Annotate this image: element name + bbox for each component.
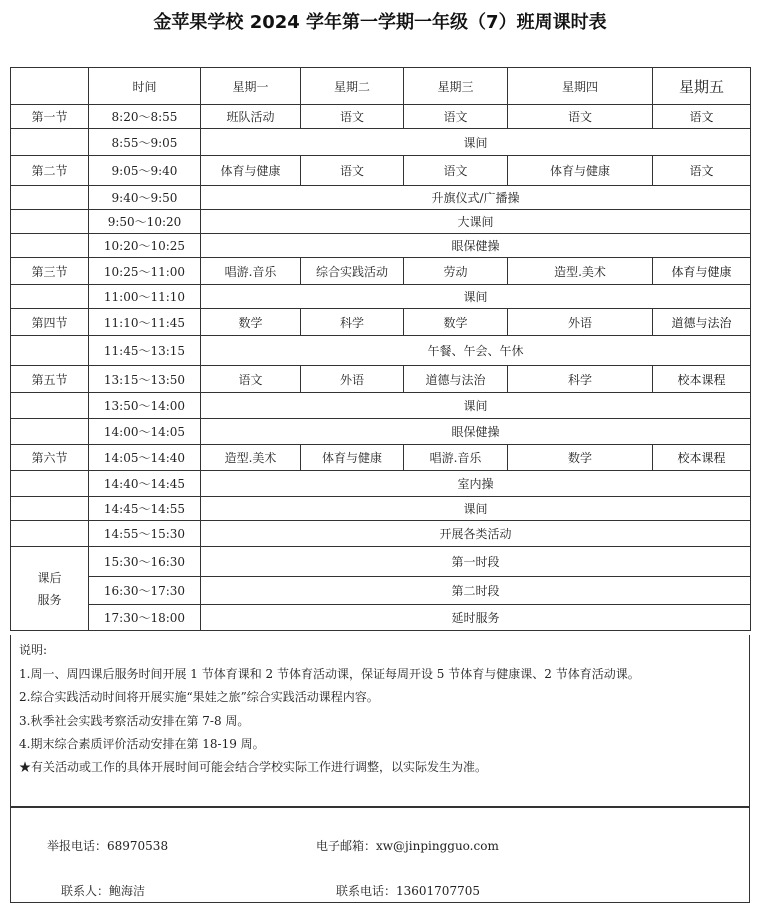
time-cell: 14:05～14:40 <box>89 445 201 471</box>
break-cell: 课间 <box>201 285 751 309</box>
note-item: 1.周一、周四课后服务时间开展 1 节体育课和 2 节体育活动课，保证每周开设 5 节体育与健康课、2 节体育活动课。 <box>19 667 640 681</box>
table-row <box>11 605 751 631</box>
contact-email[interactable]: 电子邮箱：xw@jinpingguo.com <box>316 839 499 853</box>
table-row <box>11 577 751 605</box>
notes-heading: 说明: <box>19 643 48 657</box>
period-label: 第二节 <box>11 156 89 186</box>
table-row <box>11 285 751 309</box>
time-cell: 17:30～18:00 <box>89 605 201 631</box>
table-row <box>11 129 751 156</box>
time-cell: 14:45～14:55 <box>89 497 201 521</box>
subject-cell: 语文 <box>301 156 404 186</box>
time-cell: 15:30～16:30 <box>89 547 201 577</box>
subject-cell: 科学 <box>508 366 653 393</box>
time-cell: 14:40～14:45 <box>89 471 201 497</box>
header-wednesday: 星期三 <box>404 68 508 105</box>
table-row <box>11 234 751 258</box>
table-row <box>11 156 751 186</box>
break-cell: 大课间 <box>201 210 751 234</box>
period-label: 第一节 <box>11 105 89 129</box>
subject-cell: 体育与健康 <box>201 156 301 186</box>
period-label: 第五节 <box>11 366 89 393</box>
notes-section <box>10 635 750 807</box>
time-cell: 11:45～13:15 <box>89 336 201 366</box>
time-cell: 16:30～17:30 <box>89 577 201 605</box>
subject-cell: 数学 <box>201 309 301 336</box>
subject-cell: 造型.美术 <box>508 258 653 285</box>
contact-person: 联系人：鲍海洁 <box>61 884 146 898</box>
break-cell: 午餐、午会、午休 <box>201 336 751 366</box>
break-cell: 室内操 <box>201 471 751 497</box>
subject-cell: 道德与法治 <box>404 366 508 393</box>
page-title: 金苹果学校 2024 学年第一学期一年级（7）班周课时表 <box>153 12 607 33</box>
table-row <box>11 210 751 234</box>
subject-cell: 外语 <box>508 309 653 336</box>
contact-footer <box>10 807 750 903</box>
corner-cell <box>11 68 89 105</box>
time-cell: 8:20～8:55 <box>89 105 201 129</box>
subject-cell: 体育与健康 <box>301 445 404 471</box>
subject-cell: 语文 <box>404 156 508 186</box>
note-item: ★有关活动或工作的具体开展时间可能会结合学校实际工作进行调整，以实际发生为准。 <box>19 760 488 774</box>
break-cell: 开展各类活动 <box>201 521 751 547</box>
note-item: 3.秋季社会实践考察活动安排在第 7-8 周。 <box>19 714 250 728</box>
subject-cell: 班队活动 <box>201 105 301 129</box>
after-school-line2: 服务 <box>37 592 62 607</box>
time-cell: 9:05～9:40 <box>89 156 201 186</box>
table-row <box>11 105 751 129</box>
header-tuesday: 星期二 <box>301 68 404 105</box>
period-label: 第三节 <box>11 258 89 285</box>
time-cell: 14:55～15:30 <box>89 521 201 547</box>
subject-cell: 唱游.音乐 <box>404 445 508 471</box>
period-label: 第四节 <box>11 309 89 336</box>
note-item: 2.综合实践活动时间将开展实施“果娃之旅”综合实践活动课程内容。 <box>19 690 379 704</box>
service-cell: 第一时段 <box>201 547 751 577</box>
service-cell: 延时服务 <box>201 605 751 631</box>
break-cell: 眼保健操 <box>201 234 751 258</box>
after-school-line1: 课后 <box>37 570 62 585</box>
table-row <box>11 366 751 393</box>
service-cell: 第二时段 <box>201 577 751 605</box>
subject-cell: 数学 <box>508 445 653 471</box>
subject-cell: 数学 <box>404 309 508 336</box>
header-time: 时间 <box>89 68 201 105</box>
subject-cell: 语文 <box>201 366 301 393</box>
subject-cell: 造型.美术 <box>201 445 301 471</box>
table-row <box>11 419 751 445</box>
time-cell: 11:10～11:45 <box>89 309 201 336</box>
subject-cell: 语文 <box>404 105 508 129</box>
subject-cell: 语文 <box>653 105 751 129</box>
subject-cell: 科学 <box>301 309 404 336</box>
subject-cell: 校本课程 <box>653 366 751 393</box>
subject-cell: 综合实践活动 <box>301 258 404 285</box>
table-row <box>11 547 751 577</box>
subject-cell: 唱游.音乐 <box>201 258 301 285</box>
table-row <box>11 393 751 419</box>
header-thursday: 星期四 <box>508 68 653 105</box>
header-friday: 星期五 <box>653 68 751 105</box>
subject-cell: 语文 <box>653 156 751 186</box>
time-cell: 13:50～14:00 <box>89 393 201 419</box>
period-label: 第六节 <box>11 445 89 471</box>
subject-cell: 语文 <box>508 105 653 129</box>
note-item: 4.期末综合素质评价活动安排在第 18-19 周。 <box>19 737 265 751</box>
table-row <box>11 471 751 497</box>
report-phone: 举报电话：68970538 <box>47 839 169 853</box>
time-cell: 10:25～11:00 <box>89 258 201 285</box>
subject-cell: 道德与法治 <box>653 309 751 336</box>
header-monday: 星期一 <box>201 68 301 105</box>
break-cell: 课间 <box>201 497 751 521</box>
table-row <box>11 186 751 210</box>
break-cell: 升旗仪式/广播操 <box>201 186 751 210</box>
break-cell: 眼保健操 <box>201 419 751 445</box>
time-cell: 14:00～14:05 <box>89 419 201 445</box>
subject-cell: 语文 <box>301 105 404 129</box>
time-cell: 13:15～13:50 <box>89 366 201 393</box>
time-cell: 11:00～11:10 <box>89 285 201 309</box>
time-cell: 8:55～9:05 <box>89 129 201 156</box>
time-cell: 9:40～9:50 <box>89 186 201 210</box>
subject-cell: 体育与健康 <box>508 156 653 186</box>
after-school-label <box>11 547 89 631</box>
subject-cell: 体育与健康 <box>653 258 751 285</box>
header-row <box>11 68 751 105</box>
break-cell: 课间 <box>201 129 751 156</box>
table-row <box>11 336 751 366</box>
break-cell: 课间 <box>201 393 751 419</box>
table-row <box>11 258 751 285</box>
subject-cell: 外语 <box>301 366 404 393</box>
timetable <box>10 67 751 631</box>
table-row <box>11 309 751 336</box>
subject-cell: 校本课程 <box>653 445 751 471</box>
table-row <box>11 521 751 547</box>
table-row <box>11 497 751 521</box>
time-cell: 10:20～10:25 <box>89 234 201 258</box>
subject-cell: 劳动 <box>404 258 508 285</box>
contact-phone: 联系电话：13601707705 <box>336 884 480 898</box>
time-cell: 9:50～10:20 <box>89 210 201 234</box>
table-row <box>11 445 751 471</box>
